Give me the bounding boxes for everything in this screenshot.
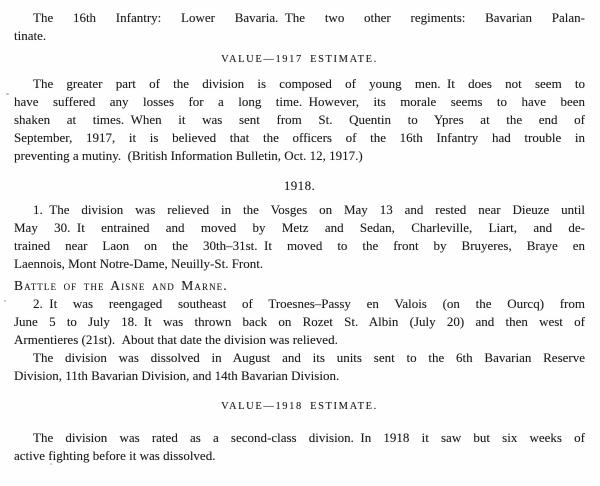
scan-speck xyxy=(49,463,53,465)
text-line: active fighting before it was dissolved. xyxy=(14,448,216,463)
text-line: shaken at times. When it was sent from St. Quentin to Ypres at the end of xyxy=(14,112,585,127)
text-line: September, 1917, it is believed that the officers of the 16th Infantry had trouble in xyxy=(14,130,585,145)
text-line: Division, 11th Bavarian Division, and 14th Bavarian Division. xyxy=(14,368,340,383)
text-line: Laennois, Mont Notre-Dame, Neuilly-St. Front. xyxy=(14,256,264,271)
text-line: tinate. xyxy=(14,28,47,43)
section-heading-value-1918-estimate: VALUE—1918 ESTIMATE. xyxy=(221,401,378,412)
section-heading-value-1917-estimate: VALUE—1917 ESTIMATE. xyxy=(221,54,378,65)
text-line: The division was dissolved in August and its units sent to the 6th Bavarian Reserve xyxy=(33,350,585,365)
text-line: 1. The division was relieved in the Vosges on May 13 and rested near Dieuze until xyxy=(33,202,585,217)
paragraph-value-1917 xyxy=(14,75,585,165)
text-line: The division was rated as a second-class division. In 1918 it saw but six weeks of xyxy=(33,430,585,445)
paragraph-1918-item-1 xyxy=(14,201,585,273)
paragraph-dissolution xyxy=(14,349,585,385)
text-line: The greater part of the division is composed of young men. It does not seem to xyxy=(33,76,585,91)
sidehead-battle-aisne-marne: Battle of the Aisne and Marne. xyxy=(14,278,228,293)
paragraph-value-1918 xyxy=(14,429,585,465)
text-line: June 5 to July 18. It was thrown back on Rozet St. Albin (July 20) and then west of xyxy=(14,314,585,329)
text-line: preventing a mutiny. (British Information Bulletin, Oct. 12, 1917.) xyxy=(14,148,363,163)
paragraph-regiments xyxy=(14,9,585,45)
scan-speck xyxy=(4,300,6,302)
scan-speck xyxy=(6,93,9,95)
text-line: May 30. It entrained and moved by Metz and Sedan, Charleville, Liart, and de- xyxy=(14,220,585,235)
text-line: have suffered any losses for a long time. However, its morale seems to have been xyxy=(14,94,585,109)
text-line: 2. It was reengaged southeast of Troesnes–Passy en Valois (on the Ourcq) from xyxy=(33,296,585,311)
section-heading-1918: 1918. xyxy=(283,178,316,193)
text-line: The 16th Infantry: Lower Bavaria. The two other regiments: Bavarian Palan- xyxy=(33,10,585,25)
text-line: Armentieres (21st). About that date the division was relieved. xyxy=(14,332,338,347)
paragraph-1918-item-2 xyxy=(14,295,585,349)
text-line: trained near Laon on the 30th–31st. It moved to the front by Bruyeres, Braye en xyxy=(14,238,585,253)
